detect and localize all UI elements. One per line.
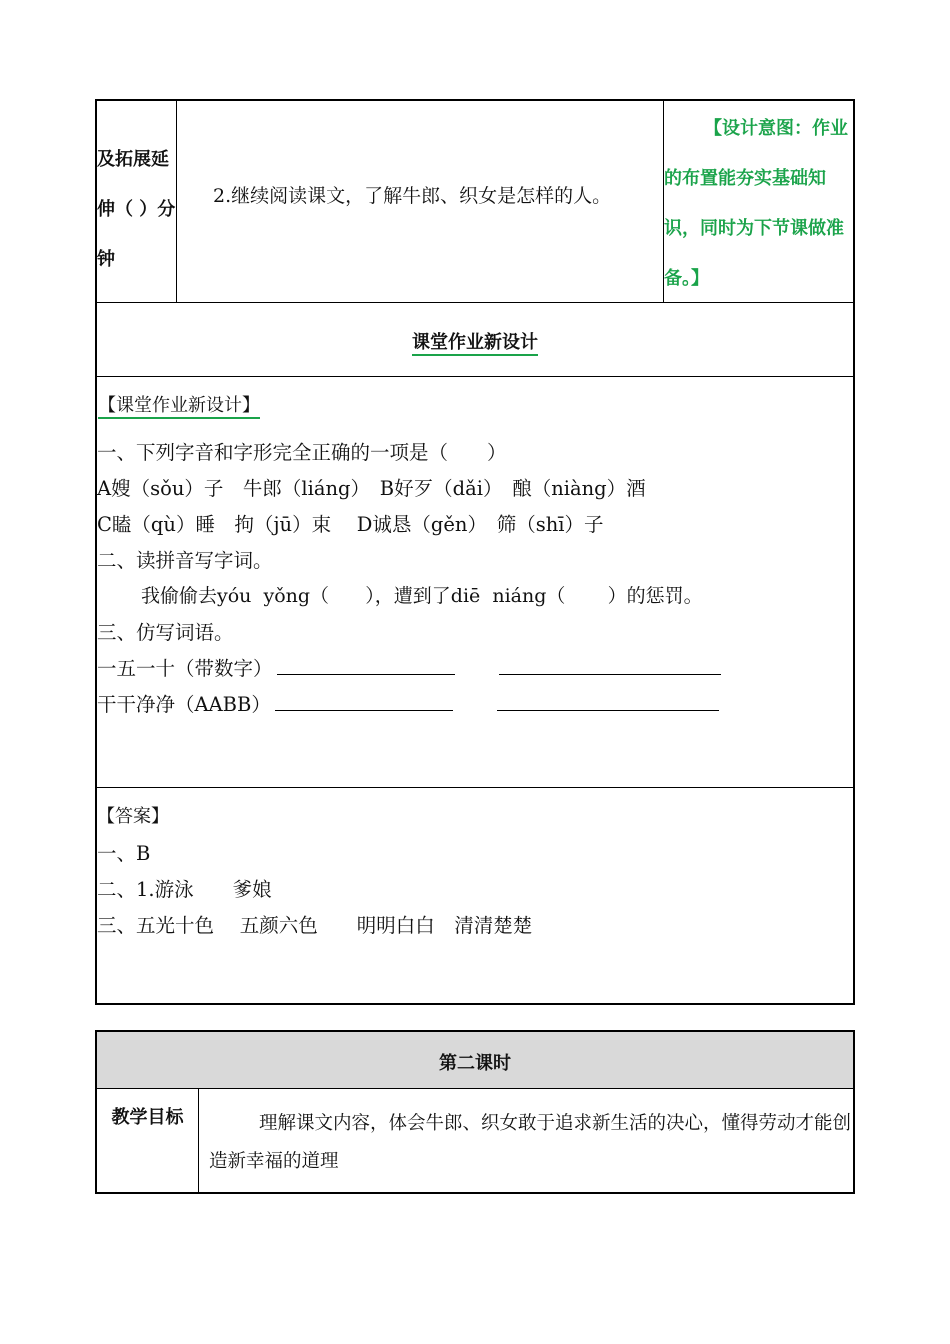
- intent-cell: [664, 101, 853, 302]
- activity-cell: [177, 101, 664, 302]
- goal-content-cell: [199, 1089, 853, 1192]
- question-2-sentence: 我偷偷去yóu yǒng（ ），遭到了diē niáng（ ）的惩罚。: [141, 585, 703, 607]
- second-lesson-header: [97, 1032, 853, 1089]
- question-2: 二、读拼音写字词。: [97, 549, 273, 572]
- stage-cell: [97, 101, 177, 302]
- question-3: 三、仿写词语。: [97, 621, 234, 644]
- answer-3: 三、五光十色 五颜六色 明明白白 清清楚楚: [97, 914, 533, 937]
- design-intent-text: 【设计意图：作业的布置能夯实基础知识，同时为下节课做准备。】: [664, 118, 848, 289]
- answer-tag: 【答案】: [97, 806, 169, 827]
- stage-label: 及拓展延伸（ ）分钟: [97, 149, 176, 270]
- answer-blank: [497, 692, 719, 711]
- lesson-table: [95, 99, 855, 1005]
- question-3-a: 一五一十（带数字）: [97, 653, 721, 681]
- activity-text: 2.继续阅读课文，了解牛郎、织女是怎样的人。: [213, 185, 612, 207]
- goal-label: 教学目标: [111, 1107, 184, 1128]
- question-1-options-cd: C瞌（qù）睡 拘（jū）束 D诚恳（gěn） 筛（shī）子: [97, 513, 604, 536]
- answer-blank: [275, 692, 453, 711]
- answer-2: 二、1.游泳 爹娘: [97, 878, 272, 901]
- question-1: 一、下列字音和字形完全正确的一项是（ ）: [97, 441, 507, 464]
- answer-row: [97, 788, 853, 1003]
- section-title-row: [97, 303, 853, 377]
- answer-1: 一、B: [97, 842, 151, 865]
- section-title: 课堂作业新设计: [412, 332, 538, 356]
- exercise-row: [97, 377, 853, 788]
- second-lesson-table: [95, 1030, 855, 1194]
- goal-content: 理解课文内容，体会牛郎、织女敢于追求新生活的决心，懂得劳动才能创造新幸福的道理: [209, 1113, 852, 1172]
- second-lesson-title: 第二课时: [439, 1053, 511, 1074]
- question-3-b: 干干净净（AABB）: [97, 689, 719, 717]
- goal-label-cell: [97, 1089, 199, 1192]
- exercise-tag: 【课堂作业新设计】: [98, 395, 260, 419]
- question-1-options-ab: A嫂（sǒu）子 牛郎（liáng） B好歹（dǎi） 酿（niàng）酒: [97, 477, 646, 500]
- homework-row: [97, 101, 853, 303]
- answer-blank: [499, 656, 721, 675]
- answer-blank: [277, 656, 455, 675]
